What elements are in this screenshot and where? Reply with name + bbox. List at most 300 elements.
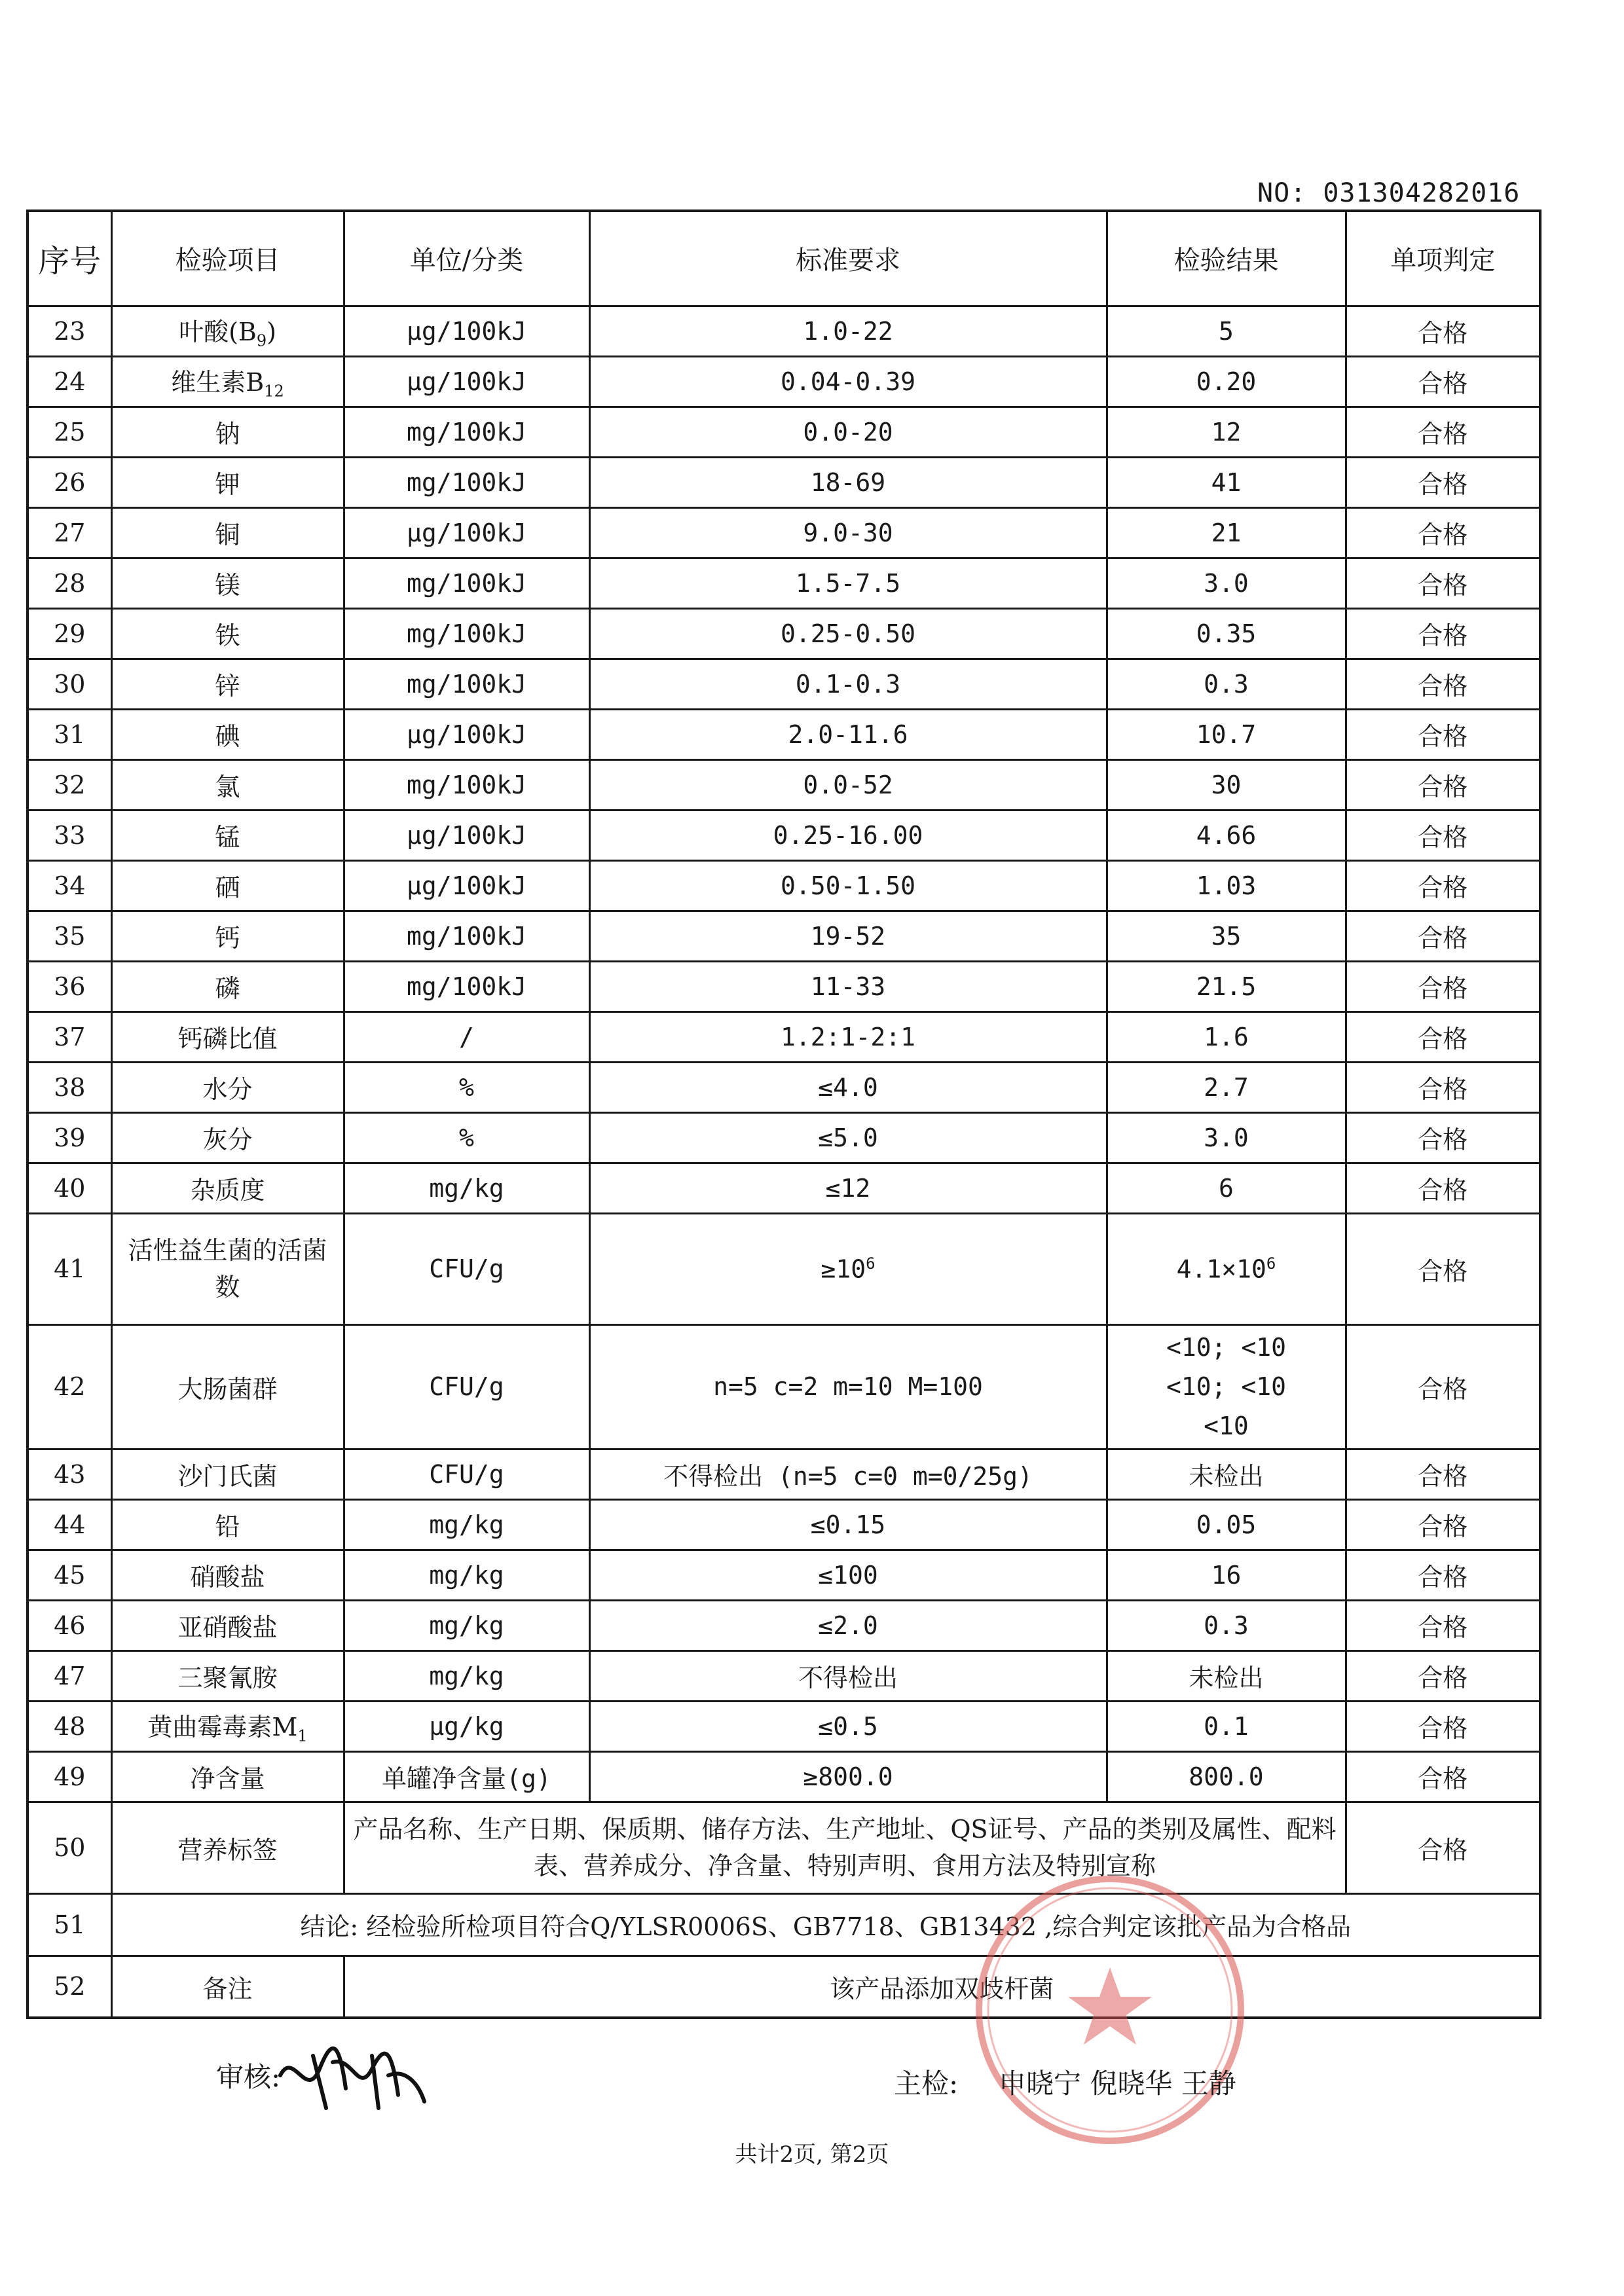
item-result xyxy=(1107,1449,1346,1499)
item-verdict: 合格 xyxy=(1346,558,1540,608)
result-text: 0.3 xyxy=(1204,669,1249,699)
item-name-text: 维生素B xyxy=(171,368,265,397)
item-name-text: 活性益生菌的活菌数 xyxy=(128,1236,327,1302)
item-name xyxy=(111,407,344,457)
item-name xyxy=(111,507,344,558)
item-name-text: 钙磷比值 xyxy=(177,1025,278,1053)
table-row xyxy=(28,1011,1540,1062)
item-result xyxy=(1107,1751,1346,1802)
item-name xyxy=(111,1449,344,1499)
row-number: 48 xyxy=(28,1701,111,1751)
signature-area xyxy=(0,2049,1624,2128)
item-standard xyxy=(589,659,1107,709)
inspector-label: 主检: xyxy=(894,2068,959,2100)
row-number: 37 xyxy=(28,1011,111,1062)
item-unit: mg/kg xyxy=(344,1499,589,1550)
standard-text: 18-69 xyxy=(810,467,886,497)
item-name xyxy=(111,1213,344,1324)
item-result xyxy=(1107,810,1346,860)
row-number: 47 xyxy=(28,1650,111,1701)
row-number: 40 xyxy=(28,1163,111,1213)
standard-text: n=5 c=2 m=10 M=100 xyxy=(713,1372,983,1401)
item-name xyxy=(111,709,344,759)
item-name-text: 黄曲霉毒素M xyxy=(147,1713,298,1742)
table-row-remarks xyxy=(28,1956,1540,2018)
item-name xyxy=(111,1600,344,1650)
item-name xyxy=(111,659,344,709)
item-unit: CFU/g xyxy=(344,1324,589,1449)
result-text: 0.35 xyxy=(1196,619,1257,648)
standard-text: ≤12 xyxy=(825,1173,871,1203)
table-row xyxy=(28,810,1540,860)
row-number: 50 xyxy=(28,1802,111,1893)
item-standard xyxy=(589,1213,1107,1324)
result-text: 4.1×10 xyxy=(1176,1254,1266,1284)
table-row xyxy=(28,1062,1540,1112)
row-number: 46 xyxy=(28,1600,111,1650)
item-verdict: 合格 xyxy=(1346,356,1540,407)
item-name-text: 钾 xyxy=(215,470,240,499)
row-number: 31 xyxy=(28,709,111,759)
row-number: 28 xyxy=(28,558,111,608)
item-name xyxy=(111,1550,344,1600)
item-unit: μg/100kJ xyxy=(344,306,589,356)
standard-text: 2.0-11.6 xyxy=(788,720,908,749)
item-result xyxy=(1107,659,1346,709)
item-unit: mg/100kJ xyxy=(344,659,589,709)
table-row xyxy=(28,608,1540,659)
item-name-text: 亚硝酸盐 xyxy=(177,1613,278,1642)
item-unit: mg/100kJ xyxy=(344,961,589,1011)
standard-text: 0.1-0.3 xyxy=(795,669,901,699)
result-text: 3.0 xyxy=(1204,1123,1249,1152)
item-name-text: 沙门氏菌 xyxy=(177,1462,278,1491)
table-row xyxy=(28,1751,1540,1802)
item-verdict: 合格 xyxy=(1346,1112,1540,1163)
item-unit: mg/100kJ xyxy=(344,457,589,507)
table-row xyxy=(28,961,1540,1011)
table-header-row xyxy=(28,211,1540,306)
item-result xyxy=(1107,1011,1346,1062)
item-result xyxy=(1107,1499,1346,1550)
item-verdict: 合格 xyxy=(1346,709,1540,759)
result-text: 5 xyxy=(1219,316,1234,346)
item-result xyxy=(1107,457,1346,507)
item-standard xyxy=(589,1112,1107,1163)
item-result xyxy=(1107,759,1346,810)
table-row xyxy=(28,860,1540,911)
row-number: 30 xyxy=(28,659,111,709)
reviewer-label: 审核: xyxy=(216,2061,281,2093)
table-row xyxy=(28,356,1540,407)
result-text: 1.6 xyxy=(1204,1022,1249,1051)
item-standard xyxy=(589,1499,1107,1550)
standard-text: 0.04-0.39 xyxy=(781,367,915,396)
item-standard xyxy=(589,1011,1107,1062)
result-line: <10 xyxy=(1204,1412,1249,1440)
item-unit: μg/100kJ xyxy=(344,507,589,558)
item-name xyxy=(111,1163,344,1213)
report-number: NO: 031304282016 xyxy=(1257,178,1521,208)
remarks-text: 该产品添加双歧杆菌 xyxy=(344,1956,1540,2018)
item-unit: μg/100kJ xyxy=(344,356,589,407)
item-verdict: 合格 xyxy=(1346,1062,1540,1112)
standard-text: ≤5.0 xyxy=(818,1123,878,1152)
item-result xyxy=(1107,1062,1346,1112)
item-name-text: 铜 xyxy=(215,520,240,549)
item-verdict: 合格 xyxy=(1346,1751,1540,1802)
item-verdict: 合格 xyxy=(1346,1650,1540,1701)
item-standard xyxy=(589,961,1107,1011)
item-standard xyxy=(589,1449,1107,1499)
standard-superscript: 6 xyxy=(866,1254,876,1273)
item-name xyxy=(111,608,344,659)
header-seq: 序号 xyxy=(28,211,111,306)
table-row xyxy=(28,1701,1540,1751)
row-number: 34 xyxy=(28,860,111,911)
item-name xyxy=(111,1112,344,1163)
item-verdict: 合格 xyxy=(1346,608,1540,659)
item-unit: CFU/g xyxy=(344,1213,589,1324)
result-text: 10.7 xyxy=(1196,720,1257,749)
inspection-table xyxy=(26,210,1541,2019)
reviewer-signature xyxy=(274,2030,431,2128)
row-number: 23 xyxy=(28,306,111,356)
item-name-text: 水分 xyxy=(202,1075,253,1104)
item-verdict: 合格 xyxy=(1346,1163,1540,1213)
item-unit: mg/100kJ xyxy=(344,911,589,961)
item-name-text: 铅 xyxy=(215,1512,240,1541)
item-unit: μg/100kJ xyxy=(344,810,589,860)
standard-text: 9.0-30 xyxy=(803,518,893,547)
standard-text: 1.2:1-2:1 xyxy=(781,1022,915,1051)
item-name-text: 钠 xyxy=(215,420,240,448)
row-number: 49 xyxy=(28,1751,111,1802)
item-name xyxy=(111,1650,344,1701)
standard-text: 0.0-20 xyxy=(803,417,893,446)
item-name xyxy=(111,961,344,1011)
item-unit: % xyxy=(344,1062,589,1112)
table-row xyxy=(28,457,1540,507)
item-standard xyxy=(589,507,1107,558)
item-result xyxy=(1107,860,1346,911)
item-verdict: 合格 xyxy=(1346,961,1540,1011)
nutrition-label-requirements: 产品名称、生产日期、保质期、储存方法、生产地址、QS证号、产品的类别及属性、配料表、营养成分、净含量、特别声明、食用方法及特别宣称 xyxy=(344,1802,1346,1893)
standard-text: ≥800.0 xyxy=(803,1762,893,1791)
item-verdict: 合格 xyxy=(1346,1600,1540,1650)
item-verdict: 合格 xyxy=(1346,306,1540,356)
table-row xyxy=(28,1112,1540,1163)
result-line: <10; <10 xyxy=(1166,1372,1287,1401)
item-standard xyxy=(589,1324,1107,1449)
item-standard xyxy=(589,306,1107,356)
item-name-text: 碘 xyxy=(215,722,240,751)
item-unit: mg/100kJ xyxy=(344,759,589,810)
table-row xyxy=(28,1499,1540,1550)
result-text: 4.66 xyxy=(1196,820,1257,850)
item-result xyxy=(1107,608,1346,659)
item-standard xyxy=(589,1062,1107,1112)
row-number: 43 xyxy=(28,1449,111,1499)
standard-text: 1.5-7.5 xyxy=(795,568,901,598)
row-number: 45 xyxy=(28,1550,111,1600)
standard-text: 0.25-0.50 xyxy=(781,619,915,648)
item-name xyxy=(111,759,344,810)
item-name xyxy=(111,1062,344,1112)
standard-text: ≤0.15 xyxy=(810,1510,886,1539)
page-footer: 共计2页, 第2页 xyxy=(735,2141,889,2168)
result-text: 1.03 xyxy=(1196,871,1257,900)
item-verdict: 合格 xyxy=(1346,507,1540,558)
row-number: 41 xyxy=(28,1213,111,1324)
row-number: 39 xyxy=(28,1112,111,1163)
item-result xyxy=(1107,407,1346,457)
item-name xyxy=(111,1324,344,1449)
result-text: 0.05 xyxy=(1196,1510,1257,1539)
row-number: 25 xyxy=(28,407,111,457)
table-row xyxy=(28,709,1540,759)
header-standard: 标准要求 xyxy=(589,211,1107,306)
result-text: 0.3 xyxy=(1204,1611,1249,1640)
table-row xyxy=(28,1650,1540,1701)
item-name-text: 净含量 xyxy=(190,1764,265,1793)
item-standard xyxy=(589,911,1107,961)
result-text: 2.7 xyxy=(1204,1072,1249,1102)
table-row-conclusion xyxy=(28,1893,1540,1956)
item-name xyxy=(111,457,344,507)
item-unit: mg/kg xyxy=(344,1650,589,1701)
row-number: 42 xyxy=(28,1324,111,1449)
row-number: 36 xyxy=(28,961,111,1011)
standard-text: ≥10 xyxy=(821,1254,866,1284)
row-number: 44 xyxy=(28,1499,111,1550)
table-row xyxy=(28,1550,1540,1600)
item-standard xyxy=(589,407,1107,457)
item-name: 营养标签 xyxy=(111,1802,344,1893)
item-name xyxy=(111,911,344,961)
table-row xyxy=(28,1324,1540,1449)
result-line: <10; <10 xyxy=(1166,1333,1287,1362)
item-result xyxy=(1107,1650,1346,1701)
table-row xyxy=(28,1449,1540,1499)
item-standard xyxy=(589,608,1107,659)
item-result xyxy=(1107,1112,1346,1163)
standard-text: ≤4.0 xyxy=(818,1072,878,1102)
standard-text: 不得检出 xyxy=(798,1664,898,1692)
row-number: 32 xyxy=(28,759,111,810)
item-verdict: 合格 xyxy=(1346,1324,1540,1449)
standard-text: ≤2.0 xyxy=(818,1611,878,1640)
item-unit: μg/kg xyxy=(344,1701,589,1751)
result-text: 35 xyxy=(1211,921,1242,951)
item-name-text: 三聚氰胺 xyxy=(177,1664,278,1692)
table-row xyxy=(28,507,1540,558)
item-name xyxy=(111,306,344,356)
item-unit: mg/kg xyxy=(344,1600,589,1650)
item-verdict: 合格 xyxy=(1346,1802,1540,1893)
result-text: 3.0 xyxy=(1204,568,1249,598)
item-result xyxy=(1107,1324,1346,1449)
item-verdict: 合格 xyxy=(1346,457,1540,507)
table-row xyxy=(28,306,1540,356)
result-text: 41 xyxy=(1211,467,1242,497)
item-unit: mg/100kJ xyxy=(344,608,589,659)
item-name xyxy=(111,810,344,860)
standard-text: 0.0-52 xyxy=(803,770,893,799)
result-text: 30 xyxy=(1211,770,1242,799)
table-body xyxy=(28,306,1540,2018)
table-row xyxy=(28,911,1540,961)
item-unit: mg/kg xyxy=(344,1550,589,1600)
item-verdict: 合格 xyxy=(1346,860,1540,911)
item-name-subscript: 9 xyxy=(256,331,267,350)
item-verdict: 合格 xyxy=(1346,1213,1540,1324)
item-standard xyxy=(589,759,1107,810)
item-standard xyxy=(589,1751,1107,1802)
table-row xyxy=(28,407,1540,457)
item-unit: 单罐净含量(g) xyxy=(344,1751,589,1802)
item-verdict: 合格 xyxy=(1346,407,1540,457)
item-verdict: 合格 xyxy=(1346,1011,1540,1062)
item-verdict: 合格 xyxy=(1346,810,1540,860)
item-unit: μg/100kJ xyxy=(344,860,589,911)
item-verdict: 合格 xyxy=(1346,759,1540,810)
standard-text: 1.0-22 xyxy=(803,316,893,346)
item-verdict: 合格 xyxy=(1346,911,1540,961)
item-name xyxy=(111,1701,344,1751)
table-row-nutrition-label xyxy=(28,1802,1540,1893)
item-unit: / xyxy=(344,1011,589,1062)
item-unit: mg/100kJ xyxy=(344,407,589,457)
row-number: 27 xyxy=(28,507,111,558)
item-result xyxy=(1107,709,1346,759)
item-standard xyxy=(589,709,1107,759)
conclusion-text: 结论: 经检验所检项目符合Q/YLSR0006S、GB7718、GB13432 ,综合判定该批产品为合格品 xyxy=(111,1893,1540,1956)
item-standard xyxy=(589,1550,1107,1600)
item-name-text: 叶酸(B xyxy=(179,318,257,347)
result-text: 0.20 xyxy=(1196,367,1257,396)
item-name xyxy=(111,356,344,407)
item-name-text: 灰分 xyxy=(202,1125,253,1154)
header-verdict: 单项判定 xyxy=(1346,211,1540,306)
item-name-text: 钙 xyxy=(215,924,240,953)
item-result xyxy=(1107,961,1346,1011)
item-name-text: 镁 xyxy=(215,571,240,600)
item-name-text: 锰 xyxy=(215,823,240,852)
item-standard xyxy=(589,1600,1107,1650)
row-number: 51 xyxy=(28,1893,111,1956)
item-name-suffix: ) xyxy=(267,318,276,347)
row-number: 24 xyxy=(28,356,111,407)
result-text: 未检出 xyxy=(1189,1462,1264,1491)
result-text: 6 xyxy=(1219,1173,1234,1203)
standard-text: ≤0.5 xyxy=(818,1711,878,1741)
standard-text: 0.25-16.00 xyxy=(773,820,923,850)
item-result xyxy=(1107,507,1346,558)
item-name-text: 铁 xyxy=(215,621,240,650)
table-row xyxy=(28,759,1540,810)
item-standard xyxy=(589,1701,1107,1751)
standard-text: 0.50-1.50 xyxy=(781,871,915,900)
header-item: 检验项目 xyxy=(111,211,344,306)
remarks-label: 备注 xyxy=(111,1956,344,2018)
table-row xyxy=(28,558,1540,608)
row-number: 52 xyxy=(28,1956,111,2018)
table-row xyxy=(28,1600,1540,1650)
item-name-text: 锌 xyxy=(215,672,240,701)
item-name xyxy=(111,1011,344,1062)
item-verdict: 合格 xyxy=(1346,1499,1540,1550)
standard-text: ≤100 xyxy=(818,1560,878,1590)
item-name xyxy=(111,860,344,911)
item-name-text: 氯 xyxy=(215,773,240,801)
header-result: 检验结果 xyxy=(1107,211,1346,306)
item-unit: μg/100kJ xyxy=(344,709,589,759)
item-verdict: 合格 xyxy=(1346,1550,1540,1600)
item-name-text: 杂质度 xyxy=(190,1176,265,1205)
table-row xyxy=(28,659,1540,709)
inspector-names: 申晓宁 倪晓华 王静 xyxy=(999,2068,1236,2100)
item-standard xyxy=(589,1163,1107,1213)
row-number: 33 xyxy=(28,810,111,860)
item-unit: CFU/g xyxy=(344,1449,589,1499)
item-standard xyxy=(589,810,1107,860)
item-result xyxy=(1107,1550,1346,1600)
item-standard xyxy=(589,356,1107,407)
item-result xyxy=(1107,1701,1346,1751)
table-row xyxy=(28,1163,1540,1213)
result-text: 21.5 xyxy=(1196,972,1257,1001)
result-text: 16 xyxy=(1211,1560,1242,1590)
item-standard xyxy=(589,558,1107,608)
item-result xyxy=(1107,911,1346,961)
item-standard xyxy=(589,860,1107,911)
item-name-subscript: 1 xyxy=(297,1726,308,1745)
header-unit: 单位/分类 xyxy=(344,211,589,306)
item-name-text: 硒 xyxy=(215,873,240,902)
result-text: 0.1 xyxy=(1204,1711,1249,1741)
item-name xyxy=(111,1751,344,1802)
item-name-text: 大肠菌群 xyxy=(177,1374,278,1404)
item-result xyxy=(1107,1163,1346,1213)
item-name xyxy=(111,558,344,608)
result-superscript: 6 xyxy=(1266,1254,1276,1273)
item-verdict: 合格 xyxy=(1346,1449,1540,1499)
result-text: 12 xyxy=(1211,417,1242,446)
item-name-subscript: 12 xyxy=(264,382,284,401)
row-number: 38 xyxy=(28,1062,111,1112)
item-result xyxy=(1107,1213,1346,1324)
result-text: 800.0 xyxy=(1189,1762,1264,1791)
standard-text: 11-33 xyxy=(810,972,886,1001)
item-unit: % xyxy=(344,1112,589,1163)
item-name-text: 硝酸盐 xyxy=(190,1563,265,1592)
result-text: 21 xyxy=(1211,518,1242,547)
item-result xyxy=(1107,356,1346,407)
item-unit: mg/kg xyxy=(344,1163,589,1213)
row-number: 26 xyxy=(28,457,111,507)
row-number: 35 xyxy=(28,911,111,961)
item-result xyxy=(1107,1600,1346,1650)
result-text: 未检出 xyxy=(1189,1664,1264,1692)
standard-text: 不得检出 (n=5 c=0 m=0/25g) xyxy=(663,1462,1033,1491)
item-verdict: 合格 xyxy=(1346,1701,1540,1751)
row-number: 29 xyxy=(28,608,111,659)
item-name-text: 磷 xyxy=(215,974,240,1003)
item-name xyxy=(111,1499,344,1550)
standard-text: 19-52 xyxy=(810,921,886,951)
item-standard xyxy=(589,457,1107,507)
